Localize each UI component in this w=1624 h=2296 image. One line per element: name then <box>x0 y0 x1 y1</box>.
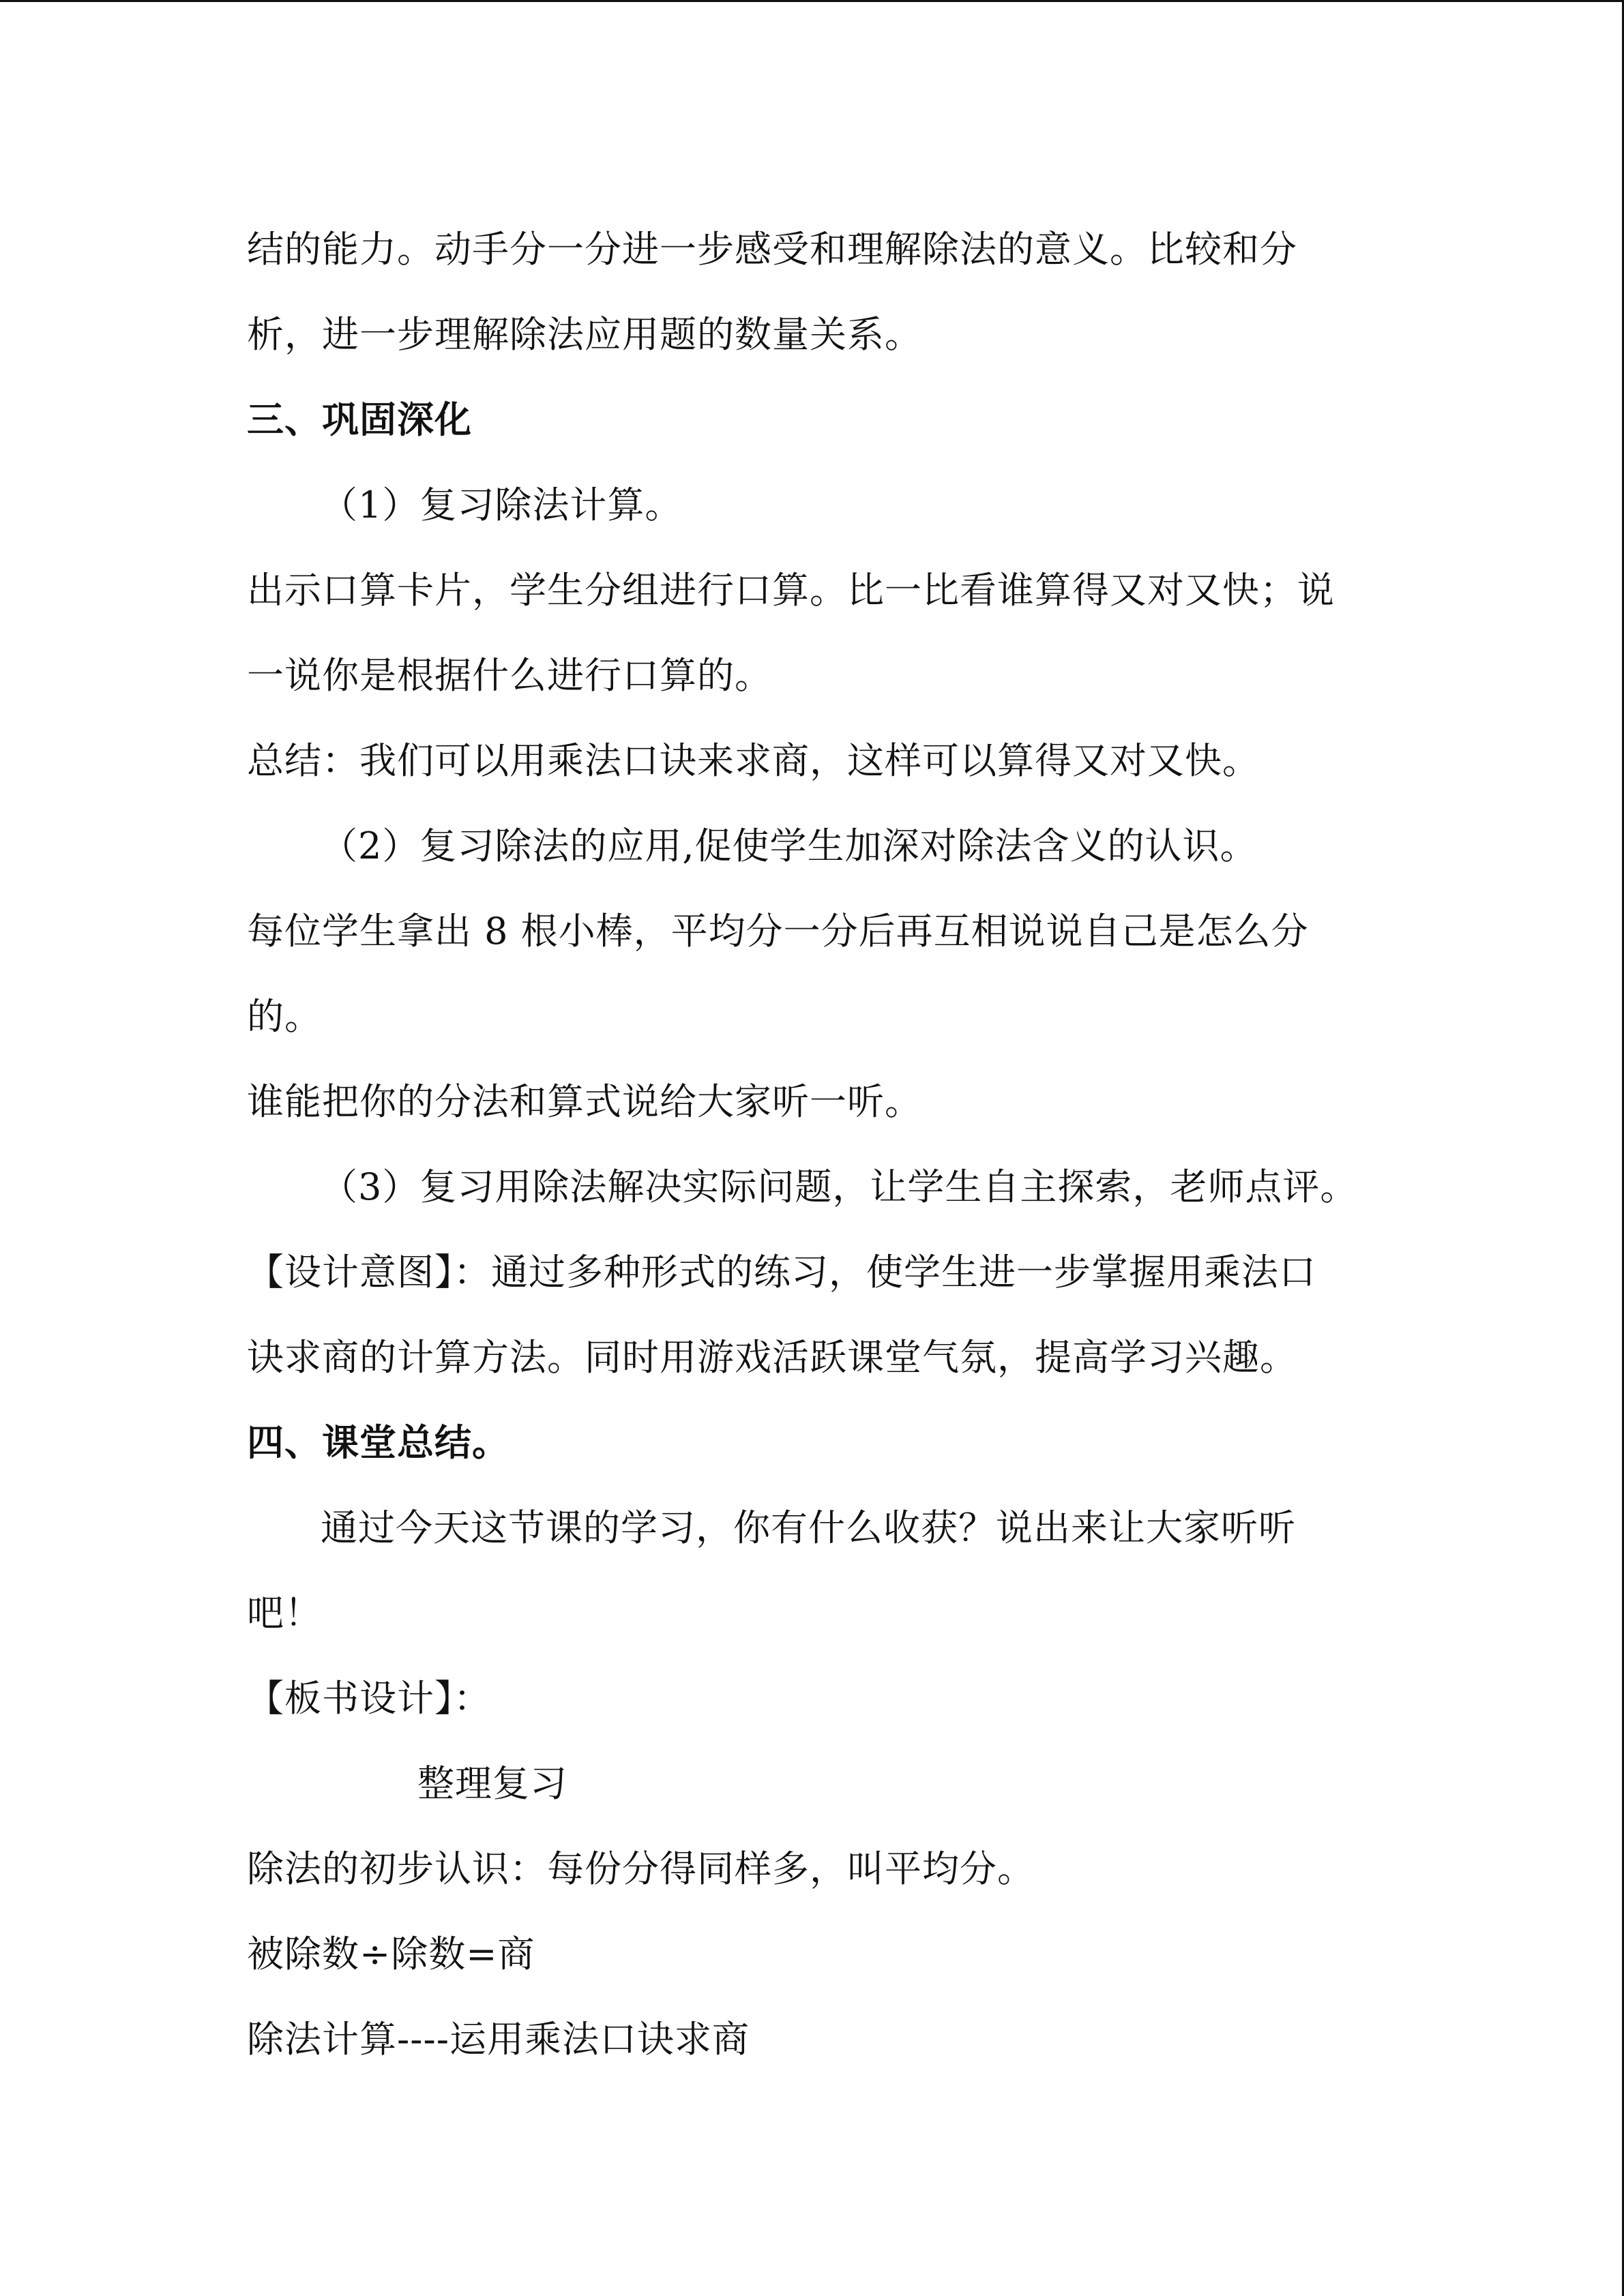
section-heading: 四、课堂总结。 <box>247 1420 510 1464</box>
paragraph-line: 【板书设计】： <box>247 1677 491 1720</box>
paragraph-line: 【设计意图】：通过多种形式的练习，使学生进一步掌握用乘法口 <box>247 1251 1316 1294</box>
paragraph-line: 一说你是根据什么进行口算的。 <box>247 654 772 697</box>
paragraph-line: 被除数÷除数=商 <box>247 1933 535 1976</box>
paragraph-line: 每位学生拿出 8 根小棒，平均分一分后再互相说说自己是怎么分 <box>247 910 1309 953</box>
paragraph-line: 谁能把你的分法和算式说给大家听一听。 <box>247 1080 922 1123</box>
section-heading: 三、巩固深化 <box>247 398 472 441</box>
paragraph-line: 结的能力。动手分一分进一步感受和理解除法的意义。比较和分 <box>247 228 1297 271</box>
paragraph-line: 总结：我们可以用乘法口诀来求商，这样可以算得又对又快。 <box>247 739 1260 782</box>
paragraph-line: 通过今天这节课的学习，你有什么收获？说出来让大家听听 <box>321 1506 1296 1549</box>
subsection-heading: （1）复习除法计算。 <box>321 483 683 526</box>
paragraph-line: 除法的初步认识：每份分得同样多，叫平均分。 <box>247 1847 1035 1890</box>
paragraph-line: 吧！ <box>247 1592 322 1635</box>
paragraph-line: 析，进一步理解除法应用题的数量关系。 <box>247 313 922 356</box>
paragraph-line: 出示口算卡片，学生分组进行口算。比一比看谁算得又对又快；说 <box>247 569 1335 612</box>
document-body <box>247 207 1365 2082</box>
paragraph-line: 除法计算----运用乘法口诀求商 <box>247 2018 750 2061</box>
paragraph-line: 诀求商的计算方法。同时用游戏活跃课堂气氛，提高学习兴趣。 <box>247 1336 1297 1379</box>
subsection-heading: （2）复习除法的应用,促使学生加深对除法含义的认识。 <box>321 824 1258 867</box>
board-title: 整理复习 <box>417 1762 567 1805</box>
paragraph-line: 的。 <box>247 995 322 1038</box>
subsection-heading: （3）复习用除法解决实际问题，让学生自主探索，老师点评。 <box>321 1165 1358 1208</box>
